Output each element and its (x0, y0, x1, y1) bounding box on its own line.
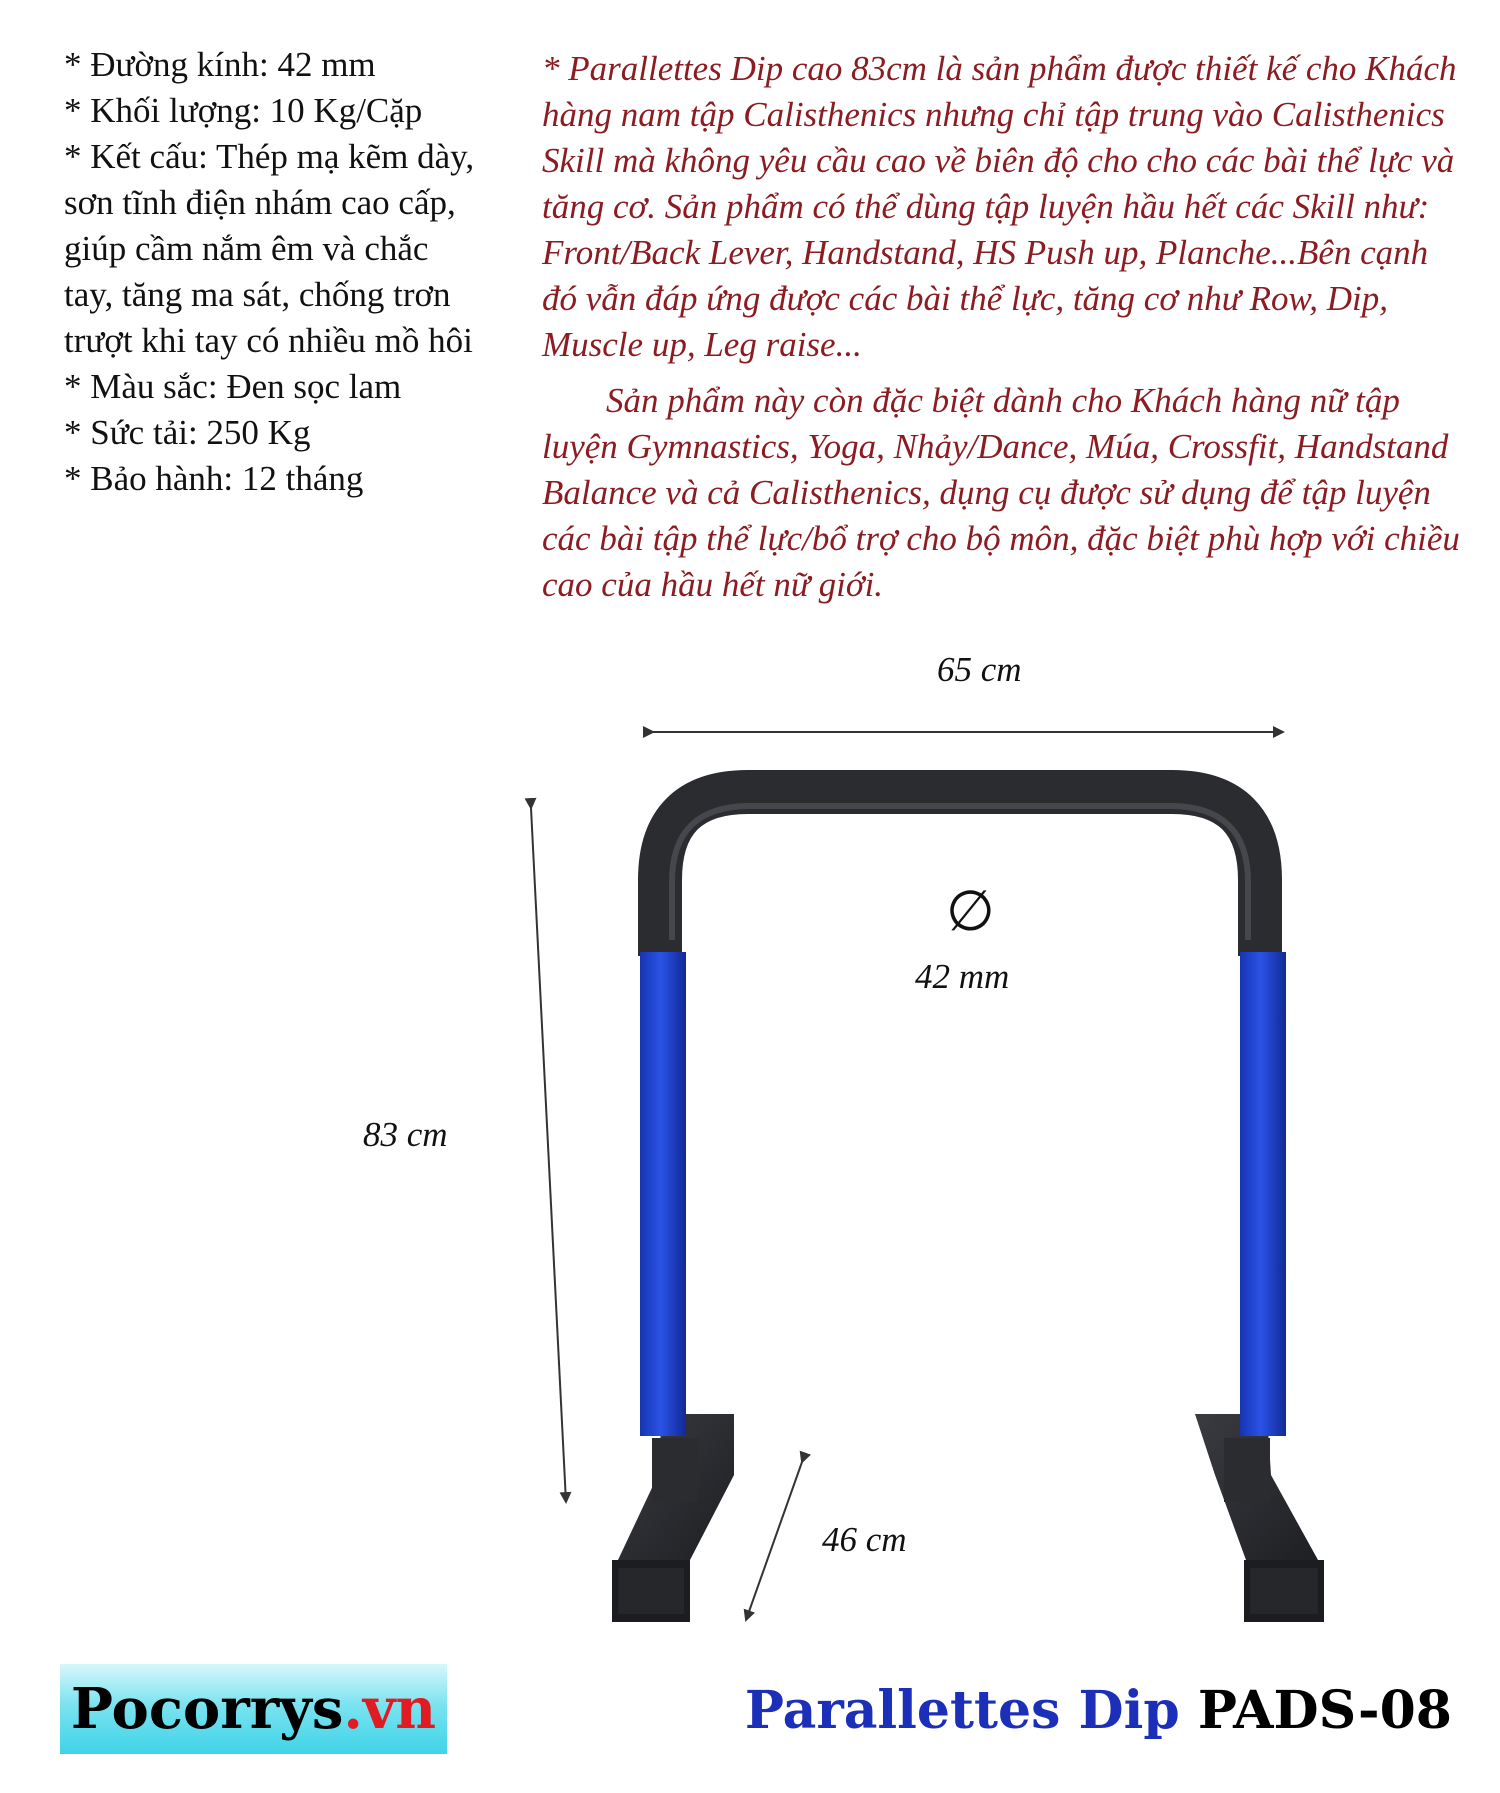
depth-arrow (746, 1462, 802, 1620)
height-arrow (531, 808, 566, 1502)
brand-tld: .vn (343, 1676, 437, 1742)
diameter-icon: ∅ (946, 881, 995, 943)
diameter-label: 42 mm (915, 957, 1010, 996)
spec-diameter: * Đường kính: 42 mm (64, 45, 376, 84)
right-grip (1240, 952, 1286, 1436)
spec-load: * Sức tải: 250 Kg (64, 413, 311, 452)
product-description (542, 46, 1462, 618)
brand-name: Pocorrys (70, 1676, 344, 1742)
width-label: 65 cm (937, 650, 1022, 689)
spec-color: * Màu sắc: Đen sọc lam (64, 367, 402, 406)
spec-weight: * Khối lượng: 10 Kg/Cặp (64, 91, 423, 130)
product-title (745, 1680, 1452, 1741)
right-foot (1195, 1414, 1324, 1622)
parallettes-drawing (0, 620, 1500, 1650)
spec-list (64, 42, 484, 502)
spec-warranty: * Bảo hành: 12 tháng (64, 459, 364, 498)
description-paragraph-2: Sản phẩm này còn đặc biệt dành cho Khách hàng nữ tập luyện Gymnastics, Yoga, Nhảy/Dance, Múa, Crossfit, Handstand Balance và cả Calisthenics, dụng cụ được sử dụng để tập luyện các bài tập thể lực/bổ trợ cho bộ môn, đặc biệt phù hợp với chiều cao của hầu hết nữ giới. (542, 381, 1460, 604)
depth-label: 46 cm (822, 1520, 907, 1559)
frame-top-highlight (672, 806, 1248, 943)
brand-logo (60, 1664, 447, 1754)
product-code: PADS-08 (1197, 1680, 1452, 1741)
product-name: Parallettes Dip (744, 1680, 1180, 1741)
description-paragraph-1: * Parallettes Dip cao 83cm là sản phẩm được thiết kế cho Khách hàng nam tập Calisthenics nhưng chỉ tập trung vào Calisthenics Skill mà không yêu cầu cao về biên độ cho cho các bài thể lực và tăng cơ. Sản phẩm có thể dùng tập luyện hầu hết các Skill như: Front/Back Lever, Handstand, HS Push up, Planche...Bên cạnh đó vẫn đáp ứng được các bài thể lực, tăng cơ như Row, Dip, Muscle up, Leg raise... (542, 49, 1457, 364)
frame-top-bar (660, 792, 1260, 956)
left-grip (640, 952, 686, 1436)
spec-structure: * Kết cấu: Thép mạ kẽm dày, sơn tĩnh điện nhám cao cấp, giúp cầm nắm êm và chắc tay, tăng ma sát, chống trơn trượt khi tay có nhiều mồ hôi (64, 137, 475, 360)
left-foot (612, 1414, 734, 1622)
height-label: 83 cm (363, 1115, 448, 1154)
